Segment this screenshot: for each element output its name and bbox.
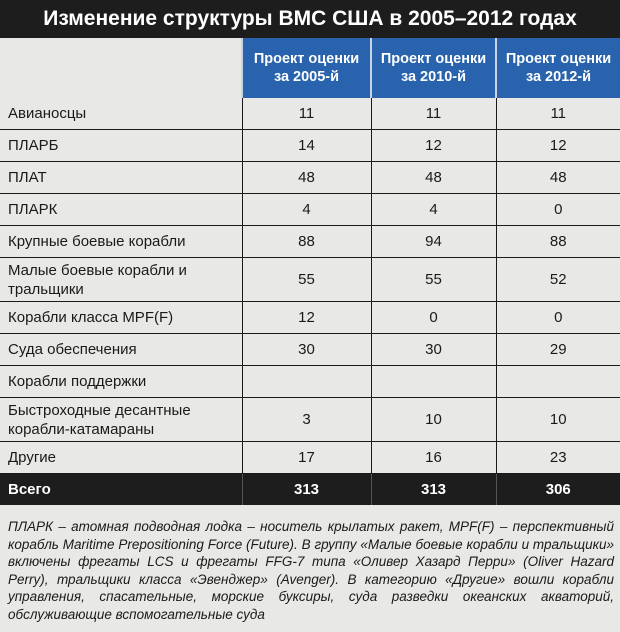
column-header-2012: Проект оценки за 2012-й [496, 38, 620, 98]
cell-value: 14 [242, 130, 371, 162]
cell-value: 3 [242, 398, 371, 442]
table-row [0, 194, 620, 226]
total-label: Всего [0, 474, 242, 506]
cell-value: 29 [496, 334, 620, 366]
footnote: ПЛАРК – атомная подводная лодка – носитель крылатых ракет, MPF(F) – перспективный корабль Maritime Prepositioning Force (Future). В группу «Малые боевые корабли и тральщики» включены фрегаты LCS и фрегаты FFG-7 типа «Оливер Хазард Перри» (Oliver Hazard Perry), тральщики класса «Эвенджер» (Avenger). В категорию «Другие» вошли корабли управления, спасательные, морские буксиры, суда разведки океанских акваторий, обслуживающие вспомогательные суда [8, 519, 614, 622]
cell-value: 48 [242, 162, 371, 194]
row-label: Суда обеспечения [0, 334, 242, 366]
cell-value: 0 [371, 302, 496, 334]
row-label: Авианосцы [0, 98, 242, 130]
cell-value: 0 [496, 302, 620, 334]
table-row [0, 366, 620, 398]
cell-value: 88 [242, 226, 371, 258]
row-label: Малые боевые корабли и тральщики [0, 258, 242, 302]
table-row [0, 302, 620, 334]
table-row [0, 162, 620, 194]
row-label: Крупные боевые корабли [0, 226, 242, 258]
cell-value [371, 366, 496, 398]
cell-value: 12 [242, 302, 371, 334]
row-label: Корабли поддержки [0, 366, 242, 398]
table-row [0, 334, 620, 366]
cell-value: 11 [242, 98, 371, 130]
column-header-2010: Проект оценки за 2010-й [371, 38, 496, 98]
total-value: 313 [371, 474, 496, 506]
cell-value: 23 [496, 442, 620, 474]
cell-value: 94 [371, 226, 496, 258]
row-label: ПЛАРБ [0, 130, 242, 162]
page-title: Изменение структуры ВМС США в 2005–2012 годах [0, 0, 620, 38]
table-row [0, 442, 620, 474]
total-row [0, 474, 620, 506]
cell-value: 12 [496, 130, 620, 162]
cell-value: 55 [242, 258, 371, 302]
cell-value: 11 [371, 98, 496, 130]
navy-structure-table [0, 38, 620, 505]
cell-value: 55 [371, 258, 496, 302]
cell-value: 12 [371, 130, 496, 162]
table-row [0, 258, 620, 302]
total-value: 313 [242, 474, 371, 506]
table-row [0, 226, 620, 258]
cell-value: 4 [242, 194, 371, 226]
table-row [0, 398, 620, 442]
cell-value [242, 366, 371, 398]
row-label: ПЛАТ [0, 162, 242, 194]
cell-value: 4 [371, 194, 496, 226]
table-row [0, 130, 620, 162]
cell-value: 30 [371, 334, 496, 366]
cell-value: 0 [496, 194, 620, 226]
row-label: Другие [0, 442, 242, 474]
cell-value: 17 [242, 442, 371, 474]
cell-value: 11 [496, 98, 620, 130]
table-header-row [0, 38, 620, 98]
row-label: Быстроходные десантные корабли-катамараны [0, 398, 242, 442]
column-header-2005: Проект оценки за 2005-й [242, 38, 371, 98]
cell-value: 10 [496, 398, 620, 442]
row-label: Корабли класса MPF(F) [0, 302, 242, 334]
cell-value: 52 [496, 258, 620, 302]
table-row [0, 98, 620, 130]
row-label: ПЛАРК [0, 194, 242, 226]
cell-value: 10 [371, 398, 496, 442]
cell-value: 48 [496, 162, 620, 194]
total-value: 306 [496, 474, 620, 506]
header-blank-cell [0, 38, 242, 98]
cell-value: 30 [242, 334, 371, 366]
cell-value [496, 366, 620, 398]
cell-value: 48 [371, 162, 496, 194]
cell-value: 16 [371, 442, 496, 474]
cell-value: 88 [496, 226, 620, 258]
